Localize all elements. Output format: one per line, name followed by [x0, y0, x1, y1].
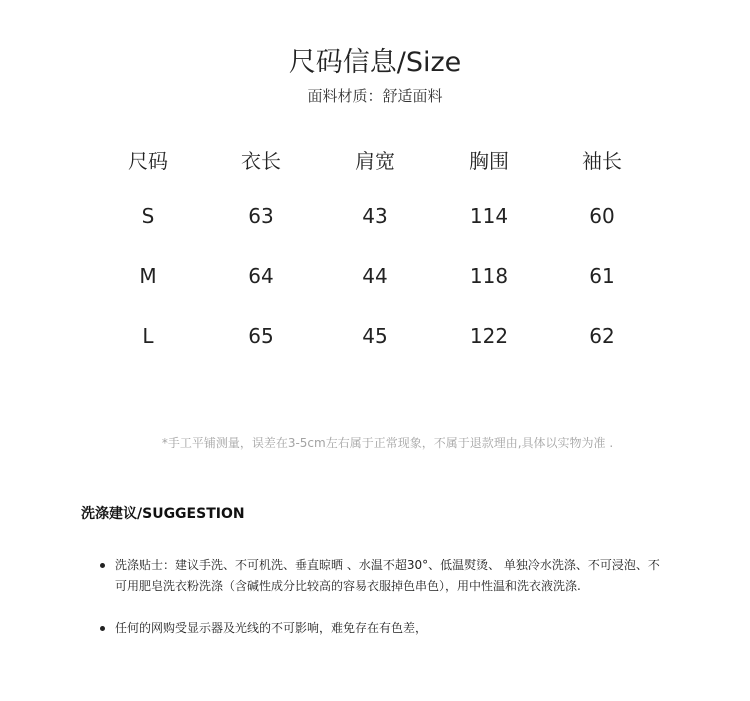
table-cell: S — [141, 204, 155, 228]
list-item — [100, 618, 660, 639]
header-shoulder: 肩宽 — [355, 149, 395, 173]
header-sleeve: 袖长 — [582, 149, 622, 173]
table-cell: 114 — [469, 204, 509, 228]
bullet-dot-icon — [100, 626, 105, 631]
list-item — [100, 555, 660, 597]
suggestion-list — [100, 555, 660, 660]
header-chest: 胸围 — [469, 149, 509, 173]
table-cell: 64 — [248, 264, 274, 288]
table-cell: 118 — [469, 264, 509, 288]
table-cell: M — [139, 264, 157, 288]
list-item-text: 任何的网购受显示器及光线的不可影响，难免存在有色差， — [115, 621, 428, 635]
header-size: 尺码 — [128, 149, 168, 173]
table-cell: 65 — [248, 324, 274, 348]
table-cell: 45 — [362, 324, 388, 348]
table-cell: L — [142, 324, 154, 348]
table-cell: 61 — [589, 264, 615, 288]
header-length: 衣长 — [241, 149, 281, 173]
table-cell: 62 — [589, 324, 615, 348]
list-item-text: 洗涤贴士：建议手洗、不可机洗、垂直晾晒 、水温不超30°、低温熨烫、 单独冷水洗涤、不可浸泡、不可用肥皂洗衣粉洗涤（含碱性成分比较高的容易衣服掉色串色），用中性温和洗衣液洗涤. — [115, 558, 660, 593]
table-cell: 43 — [362, 204, 388, 228]
measurement-note: *手工平铺测量，误差在3-5cm左右属于正常现象，不属于退款理由,具体以实物为准 . — [161, 436, 614, 450]
suggestion-title: 洗涤建议/SUGGESTION — [81, 506, 245, 522]
page-title: 尺码信息/Size — [288, 47, 462, 78]
table-cell: 44 — [362, 264, 388, 288]
material-info: 面料材质：舒适面料 — [307, 87, 443, 105]
bullet-dot-icon — [100, 563, 105, 568]
table-cell: 63 — [248, 204, 274, 228]
table-cell: 60 — [589, 204, 615, 228]
table-cell: 122 — [469, 324, 509, 348]
